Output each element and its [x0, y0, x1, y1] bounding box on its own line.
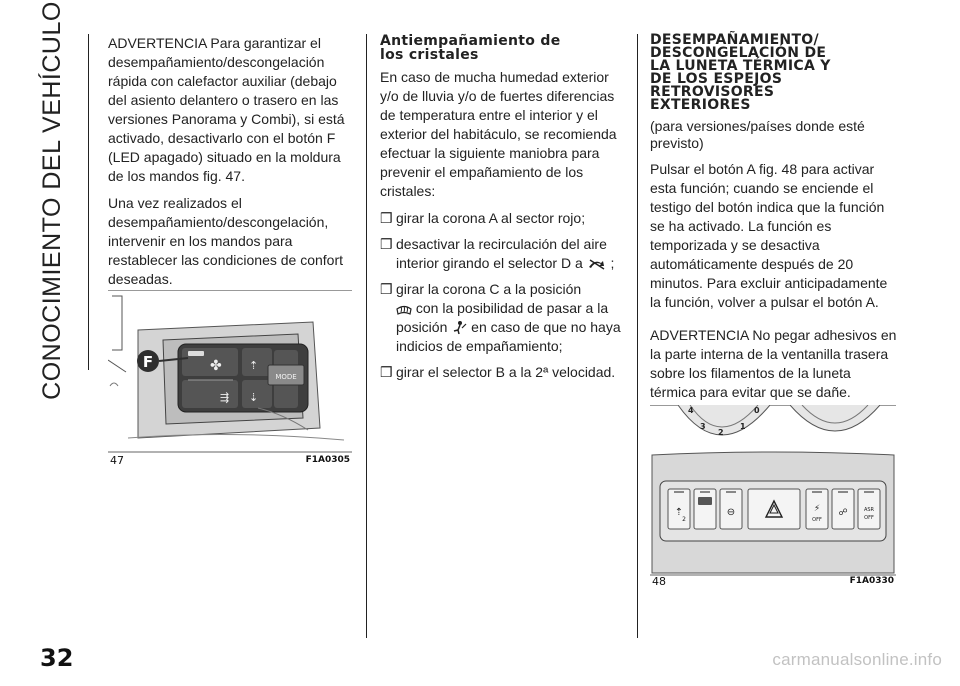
recirculation-off-icon — [587, 257, 607, 271]
body-paragraph: Una vez realizados el desempañamiento/descongelación, intervenir en los mandos para restablecer las condiciones de confort deseadas. — [108, 195, 344, 287]
section-heading-antiempanamiento: Antiempañamiento de los cristales — [380, 33, 561, 63]
column-left — [108, 34, 352, 297]
svg-text:2: 2 — [718, 428, 724, 437]
svg-text:⇣: ⇣ — [249, 391, 259, 404]
svg-text:⊖: ⊖ — [726, 507, 736, 518]
side-section-title: CONOCIMIENTO DEL VEHÍCULO — [37, 0, 66, 400]
bullet-icon: ❒ — [380, 210, 393, 226]
bullet-icon: ❒ — [380, 364, 393, 380]
column-divider-2 — [637, 34, 638, 638]
svg-text:F: F — [142, 353, 154, 371]
svg-text:4: 4 — [688, 406, 694, 415]
svg-text:⚡: ⚡ — [813, 504, 821, 514]
warning-paragraph: ADVERTENCIA Para garantizar el desempañamiento/descongelación rápida con calefactor auxiliar (debajo del asiento delantero o trasero en las versiones Panorama y Combi), si está activado, desactivarlo con el botón F (LED apagado) situado en la moldura de los mandos fig. 47. — [108, 35, 345, 184]
figure-48-code: F1A0330 — [849, 576, 894, 586]
svg-text:OFF: OFF — [812, 517, 822, 523]
figure-47-number: 47 — [110, 454, 124, 467]
figure-47 — [108, 290, 352, 467]
svg-text:⇡: ⇡ — [249, 359, 259, 372]
column-middle — [380, 34, 622, 389]
body-paragraph: Pulsar el botón A fig. 48 para activar esta función; cuando se enciende el testigo del botón indica que la función se ha activado. La función es temporizada y se desactiva automáticamente después de 20 minutos. Para excluir anticipadamente la función, volver a pulsar el botón A. — [650, 161, 888, 310]
section-heading-desempanamiento: DESEMPAÑAMIENTO/ DESCONGELACIÓN DE LA LUNETA TÉRMICA Y DE LOS ESPEJOS RETROVISORES EXTERIORES — [650, 32, 831, 113]
svg-text:ASR: ASR — [863, 507, 875, 513]
figure-48-illustration — [650, 405, 896, 585]
list-item: ❒ girar el selector B a la 2ª velocidad. — [380, 364, 616, 380]
list-item: ❒ desactivar la recirculación del aire interior girando el selector D a ; — [380, 236, 615, 271]
steps-list — [380, 209, 622, 382]
intro-paragraph: En caso de mucha humedad exterior y/o de lluvia y/o de fuertes diferencias de temperatura entre el interior y el exterior del habitáculo, se recomienda efectuar la siguiente maniobra para prevenir el empañamiento de los cristales: — [380, 69, 617, 199]
figure-48-number: 48 — [652, 575, 666, 588]
column-divider-1 — [366, 34, 367, 638]
svg-text:MODE: MODE — [275, 373, 297, 381]
svg-text:⇶: ⇶ — [220, 391, 230, 404]
feet-windscreen-icon — [451, 320, 467, 336]
bullet-icon: ❒ — [380, 236, 393, 252]
svg-text:0: 0 — [754, 406, 760, 415]
warning-paragraph: ADVERTENCIA No pegar adhesivos en la parte interna de la ventanilla trasera sobre los filamentos de la luneta térmica para evitar que se dañe. — [650, 327, 897, 400]
svg-text:1: 1 — [740, 422, 746, 431]
watermark[interactable]: carmanualsonline.info — [772, 650, 942, 669]
side-title-rule — [88, 34, 89, 370]
list-item: ❒ girar la corona C a la posición con la posibilidad de pasar a la posición en caso de que no haya indicios de empañamiento; — [380, 281, 621, 354]
page-number: 32 — [40, 644, 74, 672]
svg-text:☍: ☍ — [838, 508, 848, 518]
availability-note: (para versiones/países donde esté previsto) — [650, 118, 865, 151]
column-right — [650, 34, 900, 410]
figure-47-illustration — [108, 290, 352, 462]
list-item: ❒ girar la corona A al sector rojo; — [380, 210, 586, 226]
bullet-icon: ❒ — [380, 281, 393, 297]
svg-text:OFF: OFF — [864, 515, 874, 521]
svg-text:✤: ✤ — [210, 358, 222, 374]
svg-text:2: 2 — [682, 516, 686, 523]
svg-text:⇡: ⇡ — [674, 507, 684, 518]
windscreen-defrost-icon — [396, 302, 412, 316]
figure-48 — [650, 405, 896, 588]
svg-text:3: 3 — [700, 422, 706, 431]
figure-47-code: F1A0305 — [305, 455, 350, 465]
